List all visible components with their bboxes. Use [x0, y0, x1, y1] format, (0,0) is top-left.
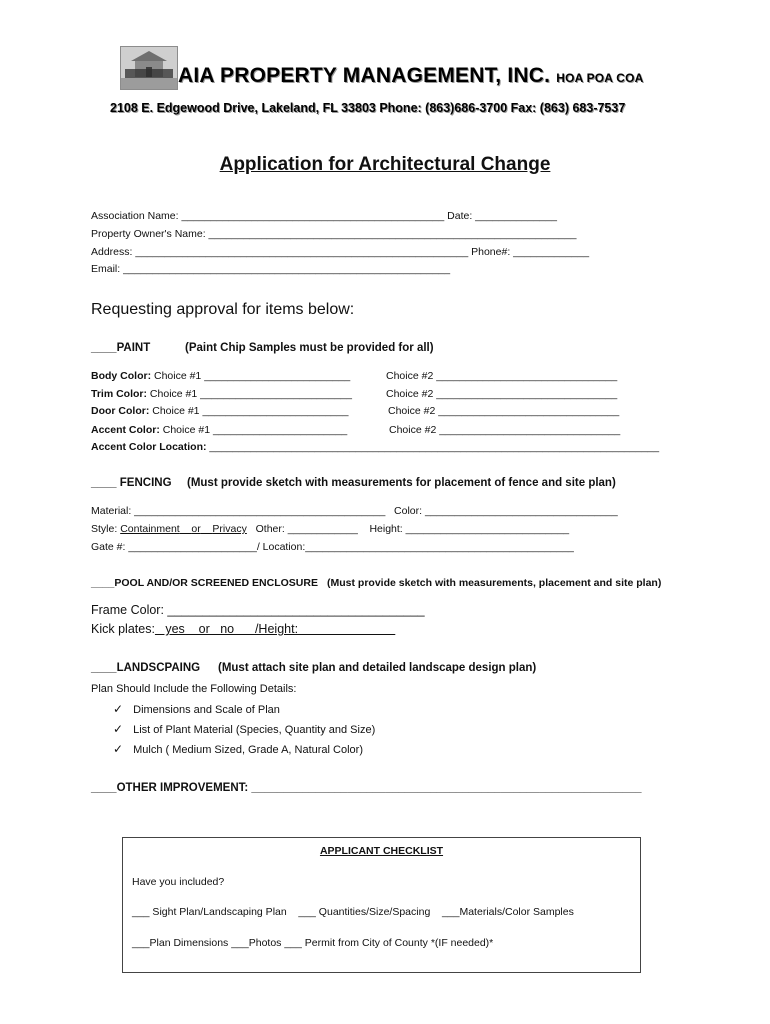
checkmark-icon: ✓ — [113, 702, 124, 716]
paint-row-accent[interactable]: Accent Color: Choice #1 _______________________ — [91, 424, 348, 436]
paint-row-trim[interactable]: Trim Color: Choice #1 __________________________ — [91, 388, 352, 400]
checklist-row-2[interactable]: ___Plan Dimensions ___Photos ___ Permit from City of County *(IF needed)* — [132, 937, 494, 949]
property-owner-field[interactable]: Property Owner's Name: _______________________________________________________________ — [91, 228, 577, 240]
applicant-checklist-box — [122, 837, 641, 973]
checklist-row-1[interactable]: ___ Sight Plan/Landscaping Plan ___ Quantities/Size/Spacing ___Materials/Color Samples — [132, 906, 574, 918]
association-name-field[interactable]: Association Name: _____________________________________________ Date: ______________ — [91, 210, 557, 222]
requesting-heading: Requesting approval for items below: — [91, 301, 355, 318]
frame-color-field[interactable]: Frame Color: _____________________________________ — [91, 603, 425, 617]
email-field[interactable]: Email: ________________________________________________________ — [91, 263, 451, 275]
checklist-question: Have you included? — [132, 876, 225, 888]
other-improvement-field[interactable]: ____OTHER IMPROVEMENT: _____________________________________________________________ — [91, 782, 642, 794]
checkmark-icon: ✓ — [113, 722, 124, 736]
accent-color-location-field[interactable]: Accent Color Location: _____________________________________________________________________________ — [91, 441, 660, 453]
fence-gate-location-field[interactable]: Gate #: ______________________/ Location:______________________________________________ — [91, 541, 574, 553]
paint-heading: ____PAINT — [91, 342, 151, 354]
landscaping-detail-item: ✓ List of Plant Material (Species, Quantity and Size) — [113, 722, 376, 736]
company-contact-line: 2108 E. Edgewood Drive, Lakeland, FL 33803 Phone: (863)686-3700 Fax: (863) 683-7537 — [110, 101, 626, 115]
landscaping-detail-item: ✓ Dimensions and Scale of Plan — [113, 702, 280, 716]
page-title: Application for Architectural Change — [219, 154, 551, 175]
fence-material-color-field[interactable]: Material: ___________________________________________ Color: _________________________________ — [91, 505, 618, 517]
paint-note: (Paint Chip Samples must be provided for all) — [185, 342, 434, 354]
landscaping-note: (Must attach site plan and detailed landscape design plan) — [218, 662, 537, 674]
paint-row-trim-choice2[interactable]: Choice #2 _______________________________ — [386, 388, 618, 400]
paint-row-body[interactable]: Body Color: Choice #1 _________________________ — [91, 370, 351, 382]
paint-row-accent-choice2[interactable]: Choice #2 _______________________________ — [389, 424, 621, 436]
paint-row-door-choice2[interactable]: Choice #2 _______________________________ — [388, 405, 620, 417]
company-name: AIA PROPERTY MANAGEMENT, INC. HOA POA COA — [178, 64, 644, 87]
paint-row-door[interactable]: Door Color: Choice #1 _________________________ — [91, 405, 349, 417]
pool-heading: ____POOL AND/OR SCREENED ENCLOSURE — [91, 577, 318, 589]
company-suffix: HOA POA COA — [556, 71, 644, 85]
address-field[interactable]: Address: _________________________________________________________ Phone#: _____________ — [91, 246, 590, 258]
fencing-heading: ____ FENCING — [91, 477, 172, 489]
landscaping-detail-item: ✓ Mulch ( Medium Sized, Grade A, Natural Color) — [113, 742, 363, 756]
fence-style-row[interactable]: Style: Containment or Privacy Other: ____________ Height: ____________________________ — [91, 523, 570, 535]
paint-row-body-choice2[interactable]: Choice #2 _______________________________ — [386, 370, 618, 382]
fencing-note: (Must provide sketch with measurements for placement of fence and site plan) — [187, 477, 616, 489]
checklist-title: APPLICANT CHECKLIST — [319, 845, 444, 857]
company-logo — [120, 46, 178, 90]
landscaping-heading: ____LANDSCPAING — [91, 662, 201, 674]
checkmark-icon: ✓ — [113, 742, 124, 756]
landscaping-intro: Plan Should Include the Following Details: — [91, 683, 297, 695]
kick-plates-field[interactable]: Kick plates: yes or no /Height: — [91, 622, 396, 636]
pool-note: (Must provide sketch with measurements, placement and site plan) — [327, 577, 662, 589]
